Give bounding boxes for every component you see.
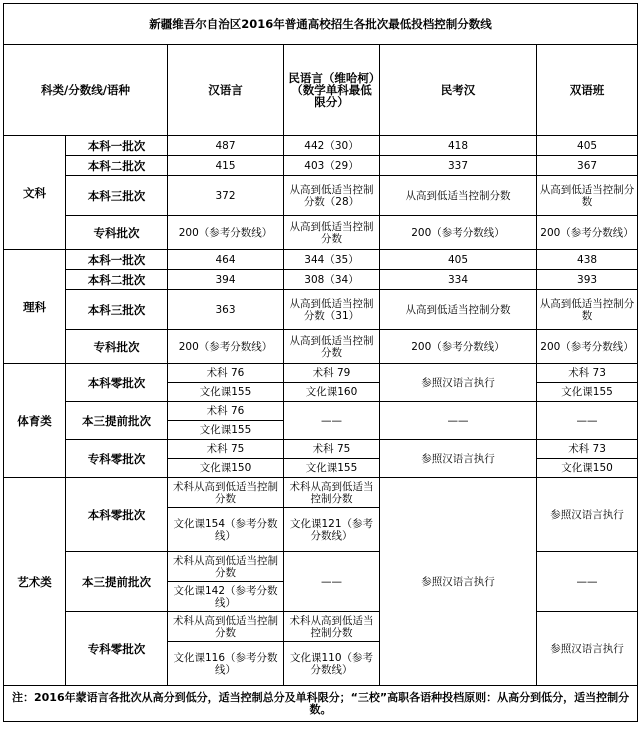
header-han: 汉语言 xyxy=(168,45,284,136)
score-cell: 文化课110（参考分数线） xyxy=(284,642,380,686)
score-cell: 文化课155 xyxy=(284,459,380,478)
footnote: 注：2016年蒙语言各批次从高分到低分，适当控制总分及单科限分；“三校”高职各语种投档原则：从高分到低分，适当控制分数。 xyxy=(4,686,638,722)
score-table xyxy=(3,3,638,722)
score-cell: 308（34） xyxy=(284,270,380,290)
score-cell: 415 xyxy=(168,156,284,176)
score-cell: 参照汉语言执行 xyxy=(537,478,638,552)
score-cell: 术科 73 xyxy=(537,440,638,459)
score-cell: 438 xyxy=(537,250,638,270)
category-wenke: 文科 xyxy=(4,136,66,250)
score-cell: 200（参考分数线） xyxy=(168,216,284,250)
batch-label: 专科批次 xyxy=(66,330,168,364)
score-cell: 393 xyxy=(537,270,638,290)
score-cell: 从高到低适当控制分数（28） xyxy=(284,176,380,216)
score-cell: 文化课160 xyxy=(284,383,380,402)
score-cell: 200（参考分数线） xyxy=(380,216,537,250)
category-tiyu: 体育类 xyxy=(4,364,66,478)
score-cell: —— xyxy=(284,402,380,440)
score-cell: 363 xyxy=(168,290,284,330)
score-cell: 文化课154（参考分数线） xyxy=(168,508,284,552)
score-cell: 334 xyxy=(380,270,537,290)
batch-label: 本科零批次 xyxy=(66,364,168,402)
score-cell: —— xyxy=(380,402,537,440)
score-cell: 术科 75 xyxy=(284,440,380,459)
score-cell: 术科 79 xyxy=(284,364,380,383)
score-cell: 文化课155 xyxy=(168,421,284,440)
score-cell: 参照汉语言执行 xyxy=(380,364,537,402)
score-cell: 344（35） xyxy=(284,250,380,270)
category-like: 理科 xyxy=(4,250,66,364)
score-cell: 372 xyxy=(168,176,284,216)
score-cell: 术科从高到低适当控制分数 xyxy=(168,612,284,642)
batch-label: 本科二批次 xyxy=(66,270,168,290)
score-cell: 术科 75 xyxy=(168,440,284,459)
batch-label: 本科一批次 xyxy=(66,250,168,270)
score-cell: 464 xyxy=(168,250,284,270)
score-cell: —— xyxy=(537,402,638,440)
score-cell: 术科从高到低适当控制分数 xyxy=(284,478,380,508)
score-cell: 从高到低适当控制分数 xyxy=(537,176,638,216)
score-cell: 术科 73 xyxy=(537,364,638,383)
score-cell: 文化课142（参考分数线） xyxy=(168,582,284,612)
score-cell: 从高到低适当控制分数 xyxy=(284,216,380,250)
score-cell: 200（参考分数线） xyxy=(537,216,638,250)
batch-label: 专科零批次 xyxy=(66,440,168,478)
score-cell: 337 xyxy=(380,156,537,176)
batch-label: 本科二批次 xyxy=(66,156,168,176)
score-cell: 术科从高到低适当控制分数 xyxy=(168,552,284,582)
score-cell: 418 xyxy=(380,136,537,156)
category-yishu: 艺术类 xyxy=(4,478,66,686)
header-shuangyu: 双语班 xyxy=(537,45,638,136)
batch-label: 专科零批次 xyxy=(66,612,168,686)
score-cell: 从高到低适当控制分数 xyxy=(380,176,537,216)
score-cell: 参照汉语言执行 xyxy=(380,440,537,478)
score-cell: 文化课150 xyxy=(168,459,284,478)
batch-label: 本三提前批次 xyxy=(66,552,168,612)
header-minyu: 民语言（维哈柯）（数学单科最低限分） xyxy=(284,45,380,136)
batch-label: 本科零批次 xyxy=(66,478,168,552)
score-cell: 文化课150 xyxy=(537,459,638,478)
score-cell: 从高到低适当控制分数 xyxy=(284,330,380,364)
score-cell: 394 xyxy=(168,270,284,290)
score-cell: 487 xyxy=(168,136,284,156)
batch-label: 本科三批次 xyxy=(66,176,168,216)
score-cell: 参照汉语言执行 xyxy=(537,612,638,686)
score-cell: 442（30） xyxy=(284,136,380,156)
score-cell: 文化课116（参考分数线） xyxy=(168,642,284,686)
score-cell: 文化课121（参考分数线） xyxy=(284,508,380,552)
batch-label: 本科三批次 xyxy=(66,290,168,330)
score-cell: 403（29） xyxy=(284,156,380,176)
score-cell: 术科从高到低适当控制分数 xyxy=(284,612,380,642)
score-cell: 术科 76 xyxy=(168,364,284,383)
score-cell: 术科 76 xyxy=(168,402,284,421)
score-cell: —— xyxy=(537,552,638,612)
score-cell: 405 xyxy=(380,250,537,270)
table-title: 新疆维吾尔自治区2016年普通高校招生各批次最低投档控制分数线 xyxy=(4,4,638,45)
score-cell: 从高到低适当控制分数 xyxy=(537,290,638,330)
header-category: 科类/分数线/语种 xyxy=(4,45,168,136)
score-cell: 从高到低适当控制分数（31） xyxy=(284,290,380,330)
score-cell: 200（参考分数线） xyxy=(380,330,537,364)
score-cell: 200（参考分数线） xyxy=(168,330,284,364)
score-cell: 367 xyxy=(537,156,638,176)
score-cell: 文化课155 xyxy=(537,383,638,402)
score-cell: 从高到低适当控制分数 xyxy=(380,290,537,330)
batch-label: 专科批次 xyxy=(66,216,168,250)
score-cell: 术科从高到低适当控制分数 xyxy=(168,478,284,508)
score-cell: 参照汉语言执行 xyxy=(380,478,537,686)
score-cell: 文化课155 xyxy=(168,383,284,402)
score-cell: —— xyxy=(284,552,380,612)
batch-label: 本科一批次 xyxy=(66,136,168,156)
score-cell: 405 xyxy=(537,136,638,156)
score-cell: 200（参考分数线） xyxy=(537,330,638,364)
batch-label: 本三提前批次 xyxy=(66,402,168,440)
header-minkaohan: 民考汉 xyxy=(380,45,537,136)
